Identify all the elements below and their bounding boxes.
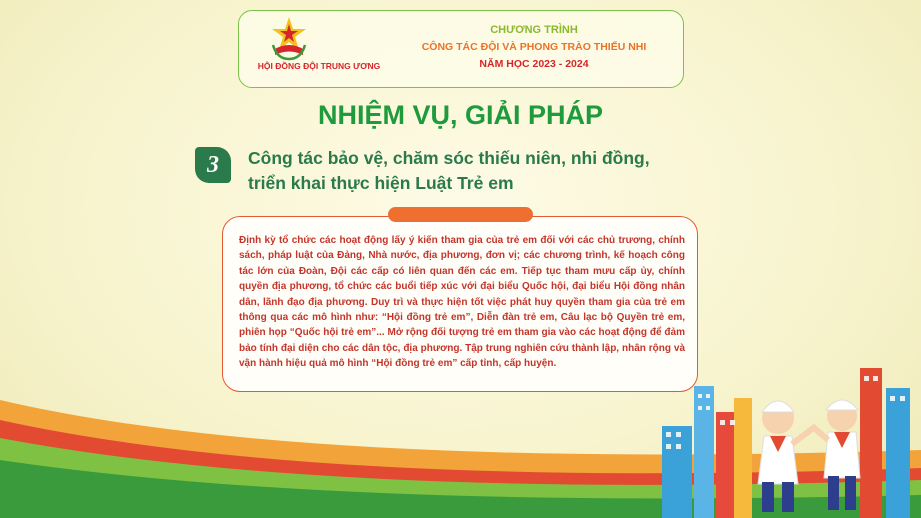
page-title: NHIỆM VỤ, GIẢI PHÁP [317,100,604,130]
school-year: NĂM HỌC 2023 - 2024 [479,58,589,70]
section-subtitle-line-1: Công tác bảo vệ, chăm sóc thiếu niên, nhi đồng, [248,148,650,168]
org-name: HỘI ĐỒNG ĐỘI TRUNG ƯƠNG [257,61,381,71]
content-card [222,216,698,392]
program-subtitle: CÔNG TÁC ĐỘI VÀ PHONG TRÀO THIẾU NHI [421,41,647,53]
section-subtitle-line-2: triển khai thực hiện Luật Trẻ em [248,173,514,193]
content-card-tab [388,207,533,222]
section-number-badge: 3 [195,147,231,183]
content-body: Định kỳ tổ chức các hoạt động lấy ý kiến tham gia của trẻ em đối với các chủ trương, chính sách, pháp luật của Đảng, Nhà nước, địa phương, đơn vị; các chương trình, kế hoạch công tác lớn của Đoàn, Đội các cấp có liên quan đến các em. Tiếp tục tham mưu cấp ủy, chính quyền địa phương, tổ chức các buổi tiếp xúc với đại biểu Quốc hội, đại biểu Hội đồng nhân dân, lãnh đạo địa phương. Duy trì và thực hiện tốt việc phát huy quyền tham gia của trẻ em thông qua các mô hình như: “Hội đồng trẻ em”, Diễn đàn trẻ em, Câu lạc bộ Quyền trẻ em, phiên họp “Quốc hội trẻ em”... Mở rộng đối tượng trẻ em tham gia vào các hoạt động để đảm bảo tính đại diện cho các dân tộc, địa phương. Tập trung nghiên cứu thành lập, nhân rộng và vận hành hiệu quả mô hình “Hội đồng trẻ em” cấp tỉnh, cấp huyện. [239,235,685,370]
program-title: CHƯƠNG TRÌNH [490,24,578,36]
section-subtitle [248,146,728,196]
city-children-illustration [650,360,921,518]
program-header [238,10,684,88]
pioneer-badge-logo [269,15,309,61]
